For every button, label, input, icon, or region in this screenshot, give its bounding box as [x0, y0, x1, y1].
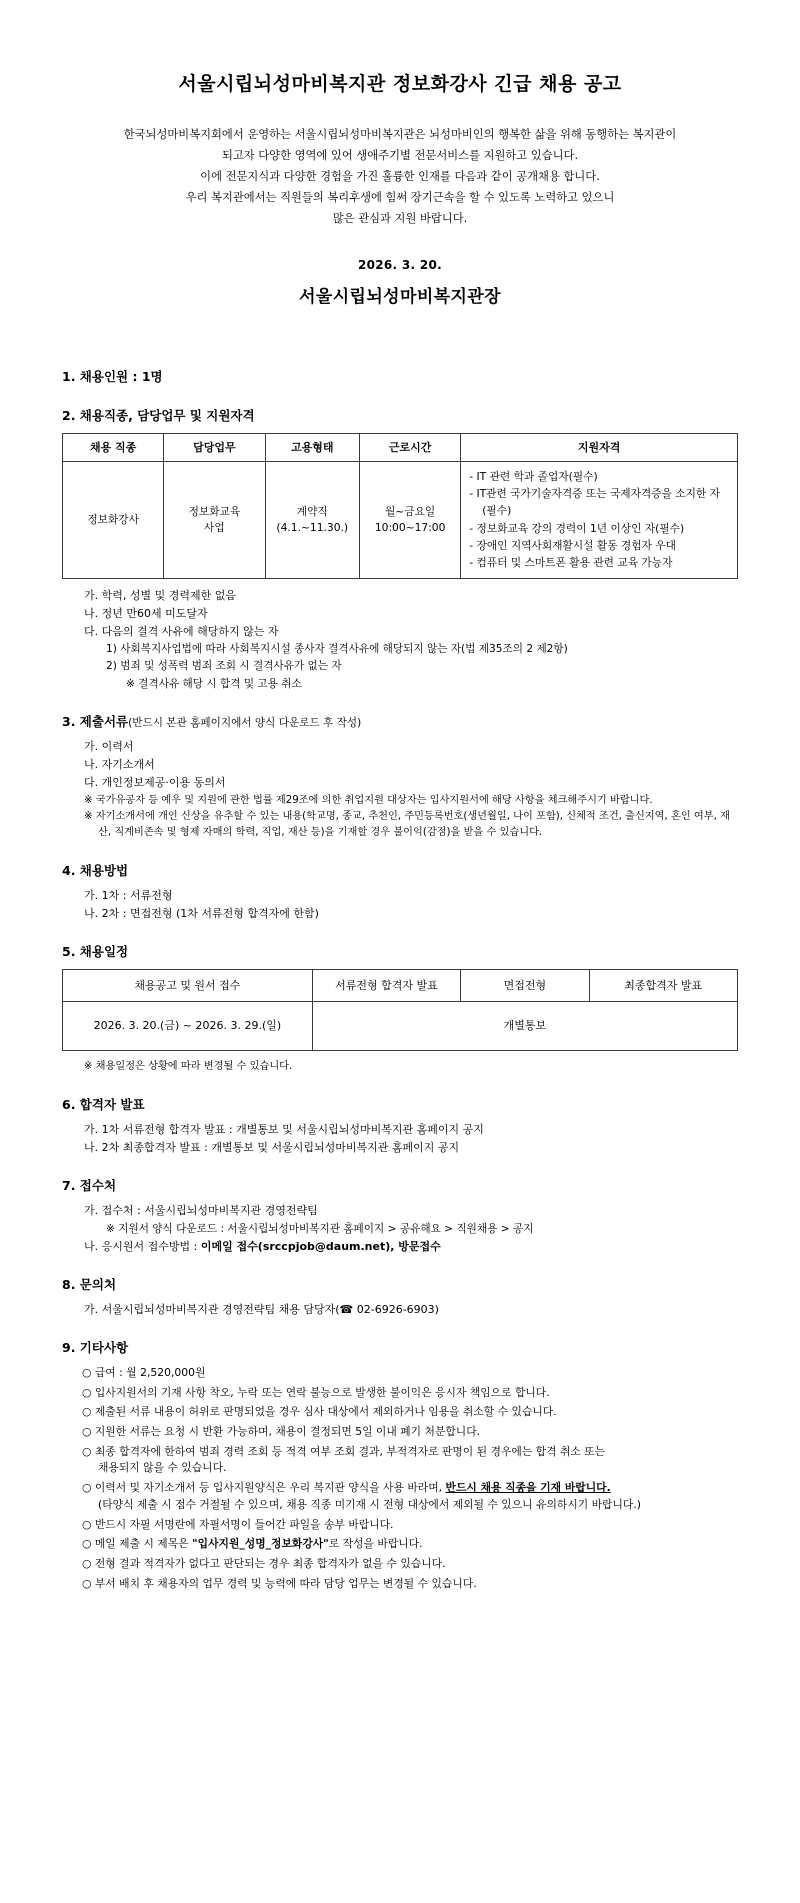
section-5-heading: 5. 채용일정 — [62, 944, 129, 960]
list-item: 가. 1차 서류전형 합격자 발표 : 개별통보 및 서울시립뇌성마비복지관 홈페이지 공지 — [84, 1123, 484, 1137]
cell-employment-line1: 계약직 — [296, 504, 328, 518]
list-item: 가. 1차 : 서류전형 — [84, 889, 173, 903]
qualification-item: - 컴퓨터 및 스마트폰 활용 관련 교육 가능자 — [469, 556, 673, 570]
cell-duty-line2: 사업 — [204, 520, 225, 534]
list-item: ○ 전형 결과 적격자가 없다고 판단되는 경우 최종 합격자가 없을 수 있습니다. — [82, 1557, 446, 1571]
cell-hours-line2: 10:00~17:00 — [374, 520, 446, 534]
cell-application-period: 2026. 3. 20.(금) ~ 2026. 3. 29.(일) — [63, 1001, 313, 1050]
th-application-period: 채용공고 및 원서 접수 — [63, 969, 313, 1001]
section-6-heading: 6. 합격자 발표 — [62, 1096, 145, 1112]
list-item: 2) 범죄 및 성폭력 범죄 조회 시 결격사유가 없는 자 — [106, 660, 342, 673]
section-hiring-method — [62, 861, 738, 922]
document-note: ※ 자기소개서에 개인 신상을 유추할 수 있는 내용(학교명, 종교, 추천인, 주민등록번호(생년월일, 나이 포함), 신체적 조건, 출신지역, 혼인 여부, 재산, 직계비존속 및 형제 자매의 학력, 직업, 재산 등)을 기재할 경우 불이익(감점)을 받을 수 있습니다. — [84, 811, 730, 839]
cell-job-type: 정보화강사 — [63, 461, 164, 578]
other-item-text: 지원한 서류는 요청 시 반환 가능하며, 채용이 결정되면 5일 이내 폐기 처분합니다. — [94, 1424, 481, 1438]
section-9-heading: 9. 기타사항 — [62, 1340, 129, 1356]
qualification-item: - 장애인 지역사회재활시설 활동 경험자 우대 — [469, 538, 676, 552]
other-item-text: 최종 합격자에 한하여 범죄 경력 조회 등 적격 여부 조회 결과, 부적격자로 판명이 된 경우에는 합격 취소 또는 — [94, 1444, 606, 1458]
list-item: 가. 서울시립뇌성마비복지관 경영전략팀 채용 담당자(☎ 02-6926-6903) — [84, 1303, 439, 1317]
intro-paragraph — [100, 125, 700, 229]
other-item-continuation: 채용되지 않을 수 있습니다. — [98, 1461, 227, 1475]
section-other-matters — [62, 1338, 738, 1592]
other-item-emphasis: "입사지원_성명_정보화강사" — [192, 1537, 329, 1551]
schedule-table — [62, 969, 738, 1051]
list-item: ○ 입사지원서의 기재 사항 착오, 누락 또는 연락 불능으로 발생한 불이익은 응시자 책임으로 합니다. — [82, 1385, 550, 1399]
section-8-heading: 8. 문의처 — [62, 1276, 117, 1292]
th-working-hours: 근로시간 — [360, 433, 461, 461]
section-2-heading: 2. 채용직종, 담당업무 및 지원자격 — [62, 408, 255, 424]
intro-line-3: 이에 전문지식과 다양한 경험을 가진 훌륭한 인재를 다음과 같이 공개채용 합니다. — [200, 170, 600, 184]
th-duty: 담당업무 — [164, 433, 265, 461]
other-item-text: 반드시 자필 서명란에 자필서명이 들어간 파일을 송부 바랍니다. — [94, 1517, 394, 1531]
th-employment-type: 고용형태 — [265, 433, 360, 461]
announcement-date: 2026. 3. 20. — [357, 257, 443, 272]
other-item-text: 부서 배치 후 채용자의 업무 경력 및 능력에 따라 담당 업무는 변경될 수 있습니다. — [94, 1576, 477, 1590]
document-note: ※ 국가유공자 등 예우 및 지원에 관한 법률 제29조에 의한 취업지원 대상자는 입사지원서에 해당 사항을 체크해주시기 바랍니다. — [84, 794, 653, 806]
submission-method-label: 나. 응시원서 접수방법 : — [84, 1239, 201, 1253]
list-item: ○ 반드시 자필 서명란에 자필서명이 들어간 파일을 송부 바랍니다. — [82, 1517, 394, 1531]
other-item-text: 전형 결과 적격자가 없다고 판단되는 경우 최종 합격자가 없을 수 있습니다. — [94, 1557, 446, 1571]
th-interview: 면접전형 — [461, 969, 589, 1001]
list-item: ○ 이력서 및 자기소개서 등 입사지원양식은 우리 복지관 양식을 사용 바라며, 반드시 채용 직종을 기재 바랍니다. (타양식 제출 시 점수 거절될 수 있으며, 채용 직종 미기재 시 전형 대상에서 제외될 수 있으니 유의하시기 바랍니다.) — [62, 1480, 738, 1513]
intro-line-2: 되고자 다양한 영역에 있어 생애주기별 전문서비스를 지원하고 있습니다. — [221, 149, 579, 163]
list-item: 다. 다음의 결격 사유에 해당하지 않는 자 — [84, 624, 279, 638]
list-item: 나. 정년 만60세 미도달자 — [84, 606, 208, 620]
list-item: 가. 이력서 — [84, 740, 134, 754]
section-1-label: 1. 채용인원 : — [62, 368, 138, 384]
table-header-row — [63, 969, 738, 1001]
cell-duty — [164, 461, 265, 578]
section-3-sublabel: (반드시 본관 홈페이지에서 양식 다운로드 후 작성) — [128, 716, 362, 729]
section-application-office — [62, 1176, 738, 1255]
qualification-item: - 정보화교육 강의 경력이 1년 이상인 자(필수) — [469, 521, 685, 535]
table-row — [63, 1001, 738, 1050]
intro-line-5: 많은 관심과 지원 바랍니다. — [332, 212, 468, 225]
list-item: ○ 급여 : 월 2,520,000원 — [82, 1365, 206, 1379]
cell-employment-type — [265, 461, 360, 578]
other-item-text: 급여 : 월 2,520,000원 — [94, 1365, 206, 1379]
disqualification-note: ※ 결격사유 해당 시 합격 및 고용 취소 — [126, 677, 302, 690]
list-item: ○ 메일 제출 시 제목은 "입사지원_성명_정보화강사"로 작성을 바랍니다. — [82, 1537, 423, 1551]
list-item — [62, 1238, 738, 1255]
organization-name: 서울시립뇌성마비복지관장 — [299, 287, 501, 308]
section-4-heading: 4. 채용방법 — [62, 862, 129, 878]
other-item-text: 이력서 및 자기소개서 등 입사지원양식은 우리 복지관 양식을 사용 바라며, — [94, 1481, 446, 1495]
section-schedule — [62, 942, 738, 1074]
section-1-heading — [62, 367, 738, 386]
list-item: 나. 자기소개서 — [84, 758, 155, 772]
table-header-row — [63, 433, 738, 461]
section-3-label: 3. 제출서류 — [62, 713, 129, 729]
other-item-text: 메일 제출 시 제목은 — [94, 1537, 193, 1551]
qualification-item: - IT 관련 학과 졸업자(필수) — [469, 469, 598, 483]
list-item: ○ 제출된 서류 내용이 허위로 판명되었을 경우 심사 대상에서 제외하거나 임용을 취소할 수 있습니다. — [82, 1405, 557, 1419]
schedule-note: ※ 채용일정은 상황에 따라 변경될 수 있습니다. — [83, 1060, 293, 1072]
other-item-text: 제출된 서류 내용이 허위로 판명되었을 경우 심사 대상에서 제외하거나 임용을 취소할 수 있습니다. — [94, 1405, 557, 1419]
cell-working-hours — [360, 461, 461, 578]
other-item-continuation: (타양식 제출 시 점수 거절될 수 있으며, 채용 직종 미기재 시 전형 대상에서 제외될 수 있으니 유의하시기 바랍니다.) — [98, 1497, 641, 1511]
list-item: ○ 부서 배치 후 채용자의 업무 경력 및 능력에 따라 담당 업무는 변경될 수 있습니다. — [82, 1576, 477, 1590]
page-title: 서울시립뇌성마비복지관 정보화강사 긴급 채용 공고 — [178, 73, 622, 95]
list-item: 1) 사회복지사업법에 따라 사회복지시설 종사자 결격사유에 해당되지 않는 자(법 제35조의 2 제2항) — [106, 642, 568, 655]
section-required-documents — [62, 712, 738, 841]
section-7-heading: 7. 접수처 — [62, 1178, 117, 1194]
section-1-value: 1명 — [141, 368, 163, 384]
submission-method-value: 이메일 접수(srccpjob@daum.net), 방문접수 — [200, 1239, 441, 1253]
cell-employment-line2: (4.1.~11.30.) — [276, 520, 349, 534]
intro-line-1: 한국뇌성마비복지회에서 운영하는 서울시립뇌성마비복지관은 뇌성마비인의 행복한 삶을 위해 동행하는 복지관이 — [123, 128, 677, 142]
th-qualifications: 지원자격 — [461, 433, 738, 461]
download-note: ※ 지원서 양식 다운로드 : 서울시립뇌성마비복지관 홈페이지 > 공유해요 > 직원채용 > 공지 — [106, 1222, 534, 1235]
th-document-result: 서류전형 합격자 발표 — [312, 969, 461, 1001]
list-item: 가. 학력, 성별 및 경력제한 없음 — [84, 588, 236, 602]
th-job-type: 채용 직종 — [63, 433, 164, 461]
section-results-announcement — [62, 1095, 738, 1156]
cell-individual-notice: 개별통보 — [312, 1001, 737, 1050]
table-row — [63, 461, 738, 578]
intro-line-4: 우리 복지관에서는 직원들의 복리후생에 힘써 장기근속을 할 수 있도록 노력하고 있으니 — [185, 191, 615, 205]
section-headcount — [62, 367, 738, 386]
th-final-result: 최종합격자 발표 — [589, 969, 738, 1001]
other-item-text: 입사지원서의 기재 사항 착오, 누락 또는 연락 불능으로 발생한 불이익은 응시자 책임으로 합니다. — [94, 1385, 550, 1399]
other-item-emphasis: 반드시 채용 직종을 기재 바랍니다. — [445, 1481, 611, 1495]
cell-qualifications — [461, 461, 738, 578]
list-item: 나. 2차 : 면접전형 (1차 서류전형 합격자에 한함) — [84, 907, 319, 921]
job-info-table — [62, 433, 738, 579]
list-item: ○ 최종 합격자에 한하여 범죄 경력 조회 등 적격 여부 조회 결과, 부적격자로 판명이 된 경우에는 합격 취소 또는 채용되지 않을 수 있습니다. — [62, 1444, 738, 1477]
section-3-heading — [62, 712, 738, 731]
cell-duty-line1: 정보화교육 — [188, 504, 241, 518]
section-contact — [62, 1275, 738, 1318]
cell-hours-line1: 월~금요일 — [384, 504, 436, 518]
list-item: 가. 접수처 : 서울시립뇌성마비복지관 경영전략팀 — [84, 1204, 318, 1218]
list-item: 나. 2차 최종합격자 발표 : 개별통보 및 서울시립뇌성마비복지관 홈페이지 공지 — [84, 1141, 460, 1155]
qualification-item: - IT관련 국가기술자격증 또는 국제자격증을 소지한 자(필수) — [469, 486, 720, 518]
section-job-info — [62, 406, 738, 692]
list-item: ○ 지원한 서류는 요청 시 반환 가능하며, 채용이 결정되면 5일 이내 폐기 처분합니다. — [82, 1424, 481, 1438]
list-item: 다. 개인정보제공·이용 동의서 — [84, 776, 226, 790]
other-item-tail: 로 작성을 바랍니다. — [328, 1537, 423, 1551]
